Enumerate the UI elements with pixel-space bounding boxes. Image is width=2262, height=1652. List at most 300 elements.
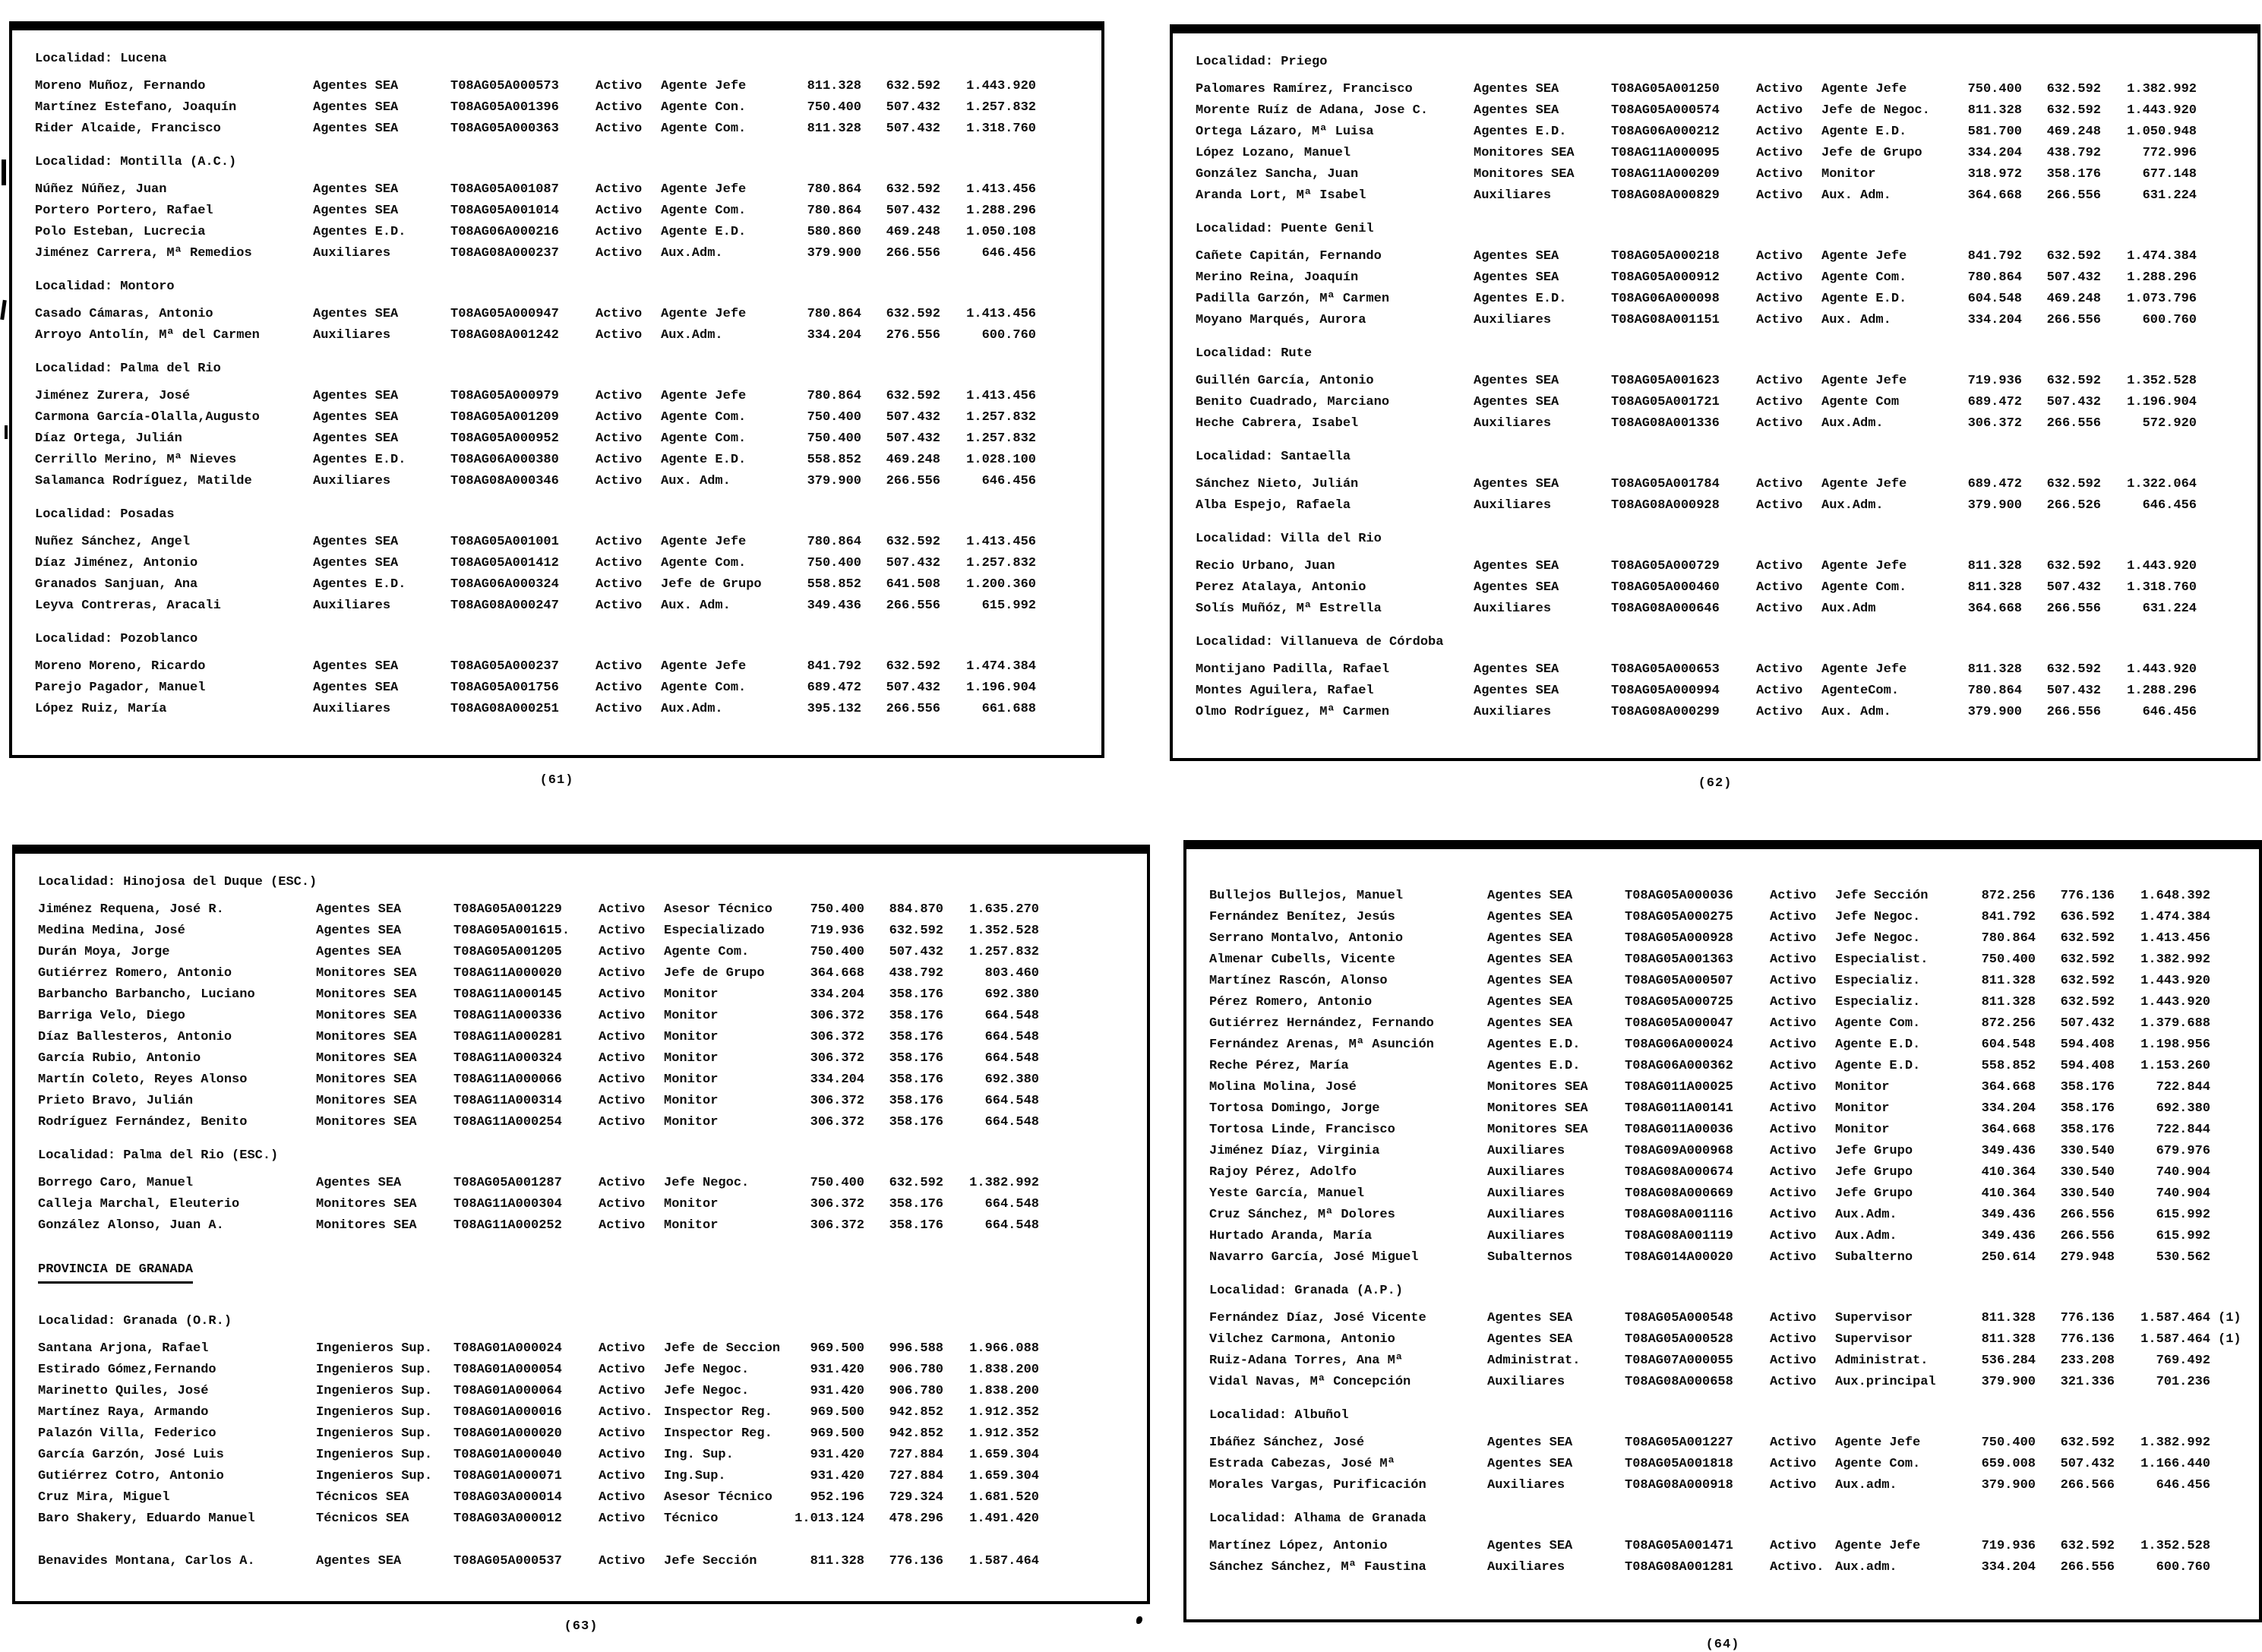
- complement-cell: 507.432: [889, 945, 943, 959]
- total-cell: 1.257.832: [966, 410, 1036, 425]
- status-cell: Activo: [1770, 1311, 1817, 1325]
- total-cell: 1.474.384: [966, 659, 1036, 674]
- total-cell: 1.382.992: [2127, 82, 2197, 96]
- category-cell: Auxiliares: [1474, 705, 1552, 719]
- complement-cell: 358.176: [889, 1094, 943, 1108]
- status-cell: Activo: [1756, 270, 1803, 285]
- status-cell: Activo: [1770, 889, 1817, 903]
- employee-name: Solís Muñóz, Mª Estrella: [1196, 602, 1382, 616]
- category-cell: Subalternos: [1487, 1250, 1573, 1265]
- locality-section: [1196, 529, 2251, 620]
- category-cell: Técnicos SEA: [316, 1511, 409, 1526]
- category-cell: Agentes SEA: [316, 1554, 402, 1568]
- employee-row: [35, 450, 1095, 471]
- employee-row: [1196, 495, 2251, 516]
- footnote-cell: [2201, 681, 2229, 702]
- total-cell: 1.443.920: [2127, 662, 2197, 677]
- total-cell: 1.257.832: [966, 556, 1036, 570]
- locality-section: [1196, 447, 2251, 516]
- category-cell: Auxiliares: [313, 328, 391, 343]
- employee-name: Jiménez Requena, José R.: [38, 902, 224, 917]
- registry-code-cell: T08AG05A000947: [450, 307, 559, 321]
- category-cell: Ingenieros Sup.: [316, 1363, 433, 1377]
- post-cell: Agente Com.: [661, 431, 747, 446]
- employee-row: [35, 97, 1095, 118]
- salary-cell: 841.792: [1981, 910, 2036, 924]
- salary-cell: 689.472: [1967, 477, 2022, 491]
- employee-row: [35, 201, 1095, 222]
- post-cell: Jefe de Grupo: [1821, 146, 1922, 160]
- employee-row: [1209, 1056, 2253, 1077]
- total-cell: 1.912.352: [969, 1405, 1039, 1420]
- complement-cell: 507.432: [886, 100, 940, 115]
- status-cell: Activo: [1770, 1186, 1817, 1201]
- registry-code-cell: T08AG05A000237: [450, 659, 559, 674]
- employee-name: Barriga Velo, Diego: [38, 1009, 185, 1023]
- complement-cell: 776.136: [889, 1554, 943, 1568]
- post-cell: Agente E.D.: [1821, 292, 1907, 306]
- post-cell: Monitor: [664, 987, 719, 1002]
- status-cell: Activo: [1770, 1038, 1817, 1052]
- total-cell: 1.196.904: [966, 681, 1036, 695]
- status-cell: Activo: [599, 987, 646, 1002]
- footnote-cell: [2215, 949, 2242, 971]
- salary-cell: 536.284: [1981, 1354, 2036, 1368]
- registry-code-cell: T08AG08A000251: [450, 702, 559, 716]
- employee-name: Hurtado Aranda, María: [1209, 1229, 1373, 1243]
- salary-cell: 750.400: [807, 410, 861, 425]
- employee-name: González Sancha, Juan: [1196, 167, 1359, 182]
- post-cell: Administrat.: [1835, 1354, 1929, 1368]
- employee-row: [1209, 1034, 2253, 1056]
- employee-row: [35, 407, 1095, 428]
- total-cell: 1.196.904: [2127, 395, 2197, 409]
- employee-name: Salamanca Rodríguez, Matilde: [35, 474, 252, 488]
- employee-name: García Rubio, Antonio: [38, 1051, 201, 1066]
- employee-name: Borrego Caro, Manuel: [38, 1176, 194, 1190]
- locality-section: [38, 872, 1141, 1133]
- employee-name: Medina Medina, José: [38, 924, 185, 938]
- registry-code-cell: T08AG05A000548: [1625, 1311, 1733, 1325]
- salary-cell: 580.860: [807, 225, 861, 239]
- locality-header: Localidad: Posadas: [35, 507, 175, 522]
- category-cell: Agentes SEA: [1487, 1311, 1573, 1325]
- total-cell: 664.548: [984, 1030, 1039, 1044]
- employee-name: Moyano Marqués, Aurora: [1196, 313, 1366, 327]
- employee-row: [1209, 1372, 2253, 1393]
- complement-cell: 507.432: [886, 204, 940, 218]
- employee-row: [38, 1173, 1141, 1194]
- status-cell: Activo: [596, 79, 643, 93]
- category-cell: Agentes E.D.: [313, 225, 406, 239]
- salary-cell: 410.364: [1981, 1165, 2036, 1180]
- post-cell: Agente Com.: [1821, 580, 1907, 595]
- total-cell: 1.443.920: [2127, 559, 2197, 573]
- complement-cell: 632.592: [2046, 477, 2101, 491]
- category-cell: Agentes SEA: [1487, 1016, 1573, 1031]
- salary-cell: 334.204: [1967, 146, 2022, 160]
- total-cell: 600.760: [2142, 313, 2197, 327]
- total-cell: 1.288.296: [2127, 270, 2197, 285]
- employee-name: Polo Esteban, Lucrecia: [35, 225, 206, 239]
- footnote-cell: [2215, 1536, 2242, 1557]
- employee-name: Parejo Pagador, Manuel: [35, 681, 206, 695]
- salary-cell: 780.864: [807, 204, 861, 218]
- footnote-cell: [1044, 1048, 1071, 1069]
- registry-code-cell: T08AG08A000237: [450, 246, 559, 261]
- status-cell: Activo: [1770, 1080, 1817, 1094]
- complement-cell: 507.432: [886, 431, 940, 446]
- locality-header: Localidad: Granada (A.P.): [1209, 1284, 1404, 1298]
- status-cell: Activo: [596, 681, 643, 695]
- employee-name: Ibáñez Sánchez, José: [1209, 1436, 1365, 1450]
- complement-cell: 632.592: [2046, 374, 2101, 388]
- total-cell: 722.844: [2156, 1123, 2210, 1137]
- post-cell: Agente Com.: [661, 204, 747, 218]
- category-cell: Agentes SEA: [313, 122, 399, 136]
- salary-cell: 952.196: [810, 1490, 864, 1505]
- total-cell: 1.635.270: [969, 902, 1039, 917]
- salary-cell: 318.972: [1967, 167, 2022, 182]
- footnote-cell: [1044, 1027, 1071, 1048]
- complement-cell: 507.432: [886, 122, 940, 136]
- employee-name: Jiménez Zurera, José: [35, 389, 191, 403]
- post-cell: Monitor: [664, 1051, 719, 1066]
- total-cell: 1.198.956: [2140, 1038, 2210, 1052]
- total-cell: 1.648.392: [2140, 889, 2210, 903]
- post-cell: Monitor: [664, 1218, 719, 1233]
- employee-name: Rajoy Pérez, Adolfo: [1209, 1165, 1357, 1180]
- employee-row: [1196, 474, 2251, 495]
- total-cell: 572.920: [2142, 416, 2197, 431]
- category-cell: Agentes SEA: [313, 79, 399, 93]
- footnote-cell: [2215, 1475, 2242, 1496]
- employee-row: [1196, 310, 2251, 331]
- total-cell: 1.318.760: [2127, 580, 2197, 595]
- footnote-cell: [2201, 267, 2229, 289]
- locality-section: [35, 359, 1095, 492]
- status-cell: Activo: [596, 659, 643, 674]
- complement-cell: 330.540: [2060, 1165, 2115, 1180]
- employee-name: Barbancho Barbancho, Luciano: [38, 987, 255, 1002]
- registry-code-cell: T08AG011A00025: [1625, 1080, 1733, 1094]
- total-cell: 1.413.456: [966, 535, 1036, 549]
- page-number: (61): [539, 773, 574, 788]
- status-cell: Activo: [1756, 313, 1803, 327]
- total-cell: 1.382.992: [2140, 952, 2210, 967]
- complement-cell: 632.592: [2046, 249, 2101, 264]
- complement-cell: 266.556: [2060, 1208, 2115, 1222]
- footnote-cell: [2201, 577, 2229, 599]
- registry-code-cell: T08AG07A000055: [1625, 1354, 1733, 1368]
- salary-cell: 750.400: [810, 902, 864, 917]
- salary-cell: 379.900: [1967, 705, 2022, 719]
- footnote-cell: [1041, 450, 1068, 471]
- registry-code-cell: T08AG01A000024: [453, 1341, 562, 1356]
- total-cell: 646.456: [2142, 705, 2197, 719]
- status-cell: Activo: [596, 431, 643, 446]
- registry-code-cell: T08AG11A000020: [453, 966, 562, 981]
- post-cell: Agente Com.: [661, 122, 747, 136]
- employee-name: Martínez Rascón, Alonso: [1209, 974, 1388, 988]
- footnote-cell: [1044, 1215, 1071, 1237]
- post-cell: Supervisor: [1835, 1311, 1913, 1325]
- registry-code-cell: T08AG05A000912: [1611, 270, 1720, 285]
- employee-name: Martínez Estefano, Joaquín: [35, 100, 237, 115]
- employee-row: [38, 1048, 1141, 1069]
- salary-cell: 811.328: [1981, 1311, 2036, 1325]
- status-cell: Activo: [596, 556, 643, 570]
- status-cell: Activo: [1770, 1436, 1817, 1450]
- total-cell: 740.904: [2156, 1186, 2210, 1201]
- category-cell: Auxiliares: [1487, 1144, 1565, 1158]
- footnote-cell: [1044, 1069, 1071, 1091]
- complement-cell: 358.176: [889, 1115, 943, 1129]
- post-cell: Aux.Adm.: [1835, 1208, 1897, 1222]
- scan-artifact: [0, 300, 7, 320]
- status-cell: Activo: [1756, 146, 1803, 160]
- total-cell: 1.153.260: [2140, 1059, 2210, 1073]
- complement-cell: 632.592: [886, 389, 940, 403]
- total-cell: 692.380: [984, 987, 1039, 1002]
- employee-row: [35, 595, 1095, 617]
- footnote-cell: [1041, 407, 1068, 428]
- employee-name: Moreno Moreno, Ricardo: [35, 659, 206, 674]
- salary-cell: 750.400: [807, 556, 861, 570]
- footnote-cell: [2215, 928, 2242, 949]
- page-64-table: [1183, 840, 2262, 1622]
- employee-name: Rodríguez Fernández, Benito: [38, 1115, 248, 1129]
- employee-name: Gutiérrez Romero, Antonio: [38, 966, 232, 981]
- salary-cell: 659.008: [1981, 1457, 2036, 1471]
- complement-cell: 321.336: [2060, 1375, 2115, 1389]
- employee-name: Heche Cabrera, Isabel: [1196, 416, 1359, 431]
- complement-cell: 632.592: [2060, 974, 2115, 988]
- status-cell: Activo: [1756, 167, 1803, 182]
- employee-name: Granados Sanjuan, Ana: [35, 577, 198, 592]
- employee-name: Estrada Cabezas, José Mª: [1209, 1457, 1395, 1471]
- salary-cell: 364.668: [1967, 602, 2022, 616]
- category-cell: Auxiliares: [313, 702, 391, 716]
- post-cell: Jefe Sección: [664, 1554, 757, 1568]
- salary-cell: 811.328: [810, 1554, 864, 1568]
- total-cell: 1.587.464: [2140, 1332, 2210, 1347]
- status-cell: Activo: [1756, 292, 1803, 306]
- employee-name: López Ruiz, María: [35, 702, 167, 716]
- status-cell: Activo: [1770, 1457, 1817, 1471]
- footnote-cell: [2215, 1056, 2242, 1077]
- post-cell: Aux.adm.: [1835, 1478, 1897, 1492]
- footnote-cell: [2215, 1432, 2242, 1454]
- employee-name: Bullejos Bullejos, Manuel: [1209, 889, 1404, 903]
- footnote-cell: [1044, 1112, 1071, 1133]
- registry-code-cell: T08AG03A000014: [453, 1490, 562, 1505]
- footnote-cell: [2201, 413, 2229, 434]
- complement-cell: 507.432: [886, 681, 940, 695]
- category-cell: Agentes SEA: [1487, 889, 1573, 903]
- employee-name: Benavides Montana, Carlos A.: [38, 1554, 255, 1568]
- salary-cell: 334.204: [807, 328, 861, 343]
- salary-cell: 306.372: [810, 1115, 864, 1129]
- total-cell: 664.548: [984, 1218, 1039, 1233]
- employee-row: [38, 1338, 1141, 1360]
- category-cell: Agentes SEA: [1474, 559, 1559, 573]
- post-cell: Agente Jefe: [1821, 249, 1907, 264]
- footnote-cell: [1044, 1338, 1071, 1360]
- complement-cell: 266.556: [2046, 705, 2101, 719]
- category-cell: Agentes SEA: [1487, 1539, 1573, 1553]
- category-cell: Auxiliares: [313, 246, 391, 261]
- employee-name: Montes Aguilera, Rafael: [1196, 684, 1374, 698]
- employee-name: Rider Alcaide, Francisco: [35, 122, 221, 136]
- registry-code-cell: T08AG05A001227: [1625, 1436, 1733, 1450]
- employee-row: [35, 553, 1095, 574]
- registry-code-cell: T08AG11A000095: [1611, 146, 1720, 160]
- total-cell: 530.562: [2156, 1250, 2210, 1265]
- category-cell: Auxiliares: [1487, 1375, 1565, 1389]
- registry-code-cell: T08AG08A000928: [1611, 498, 1720, 513]
- locality-section: [1196, 343, 2251, 434]
- locality-header: Localidad: Priego: [1196, 55, 1328, 69]
- salary-cell: 379.900: [807, 246, 861, 261]
- complement-cell: 996.588: [889, 1341, 943, 1356]
- footnote-cell: [2215, 1350, 2242, 1372]
- locality-section: [35, 276, 1095, 346]
- category-cell: Agentes SEA: [1474, 580, 1559, 595]
- locality-header: Localidad: Rute: [1196, 346, 1313, 361]
- footnote-cell: [1044, 1445, 1071, 1466]
- category-cell: Agentes SEA: [313, 204, 399, 218]
- employee-row: [1209, 1205, 2253, 1226]
- status-cell: Activo: [1756, 684, 1803, 698]
- complement-cell: 776.136: [2060, 1332, 2115, 1347]
- employee-row: [35, 222, 1095, 243]
- status-cell: Activo: [599, 1384, 646, 1398]
- registry-code-cell: T08AG011A00141: [1625, 1101, 1733, 1116]
- status-cell: Activo: [599, 1469, 646, 1483]
- total-cell: 1.443.920: [2140, 995, 2210, 1009]
- registry-code-cell: T08AG05A000507: [1625, 974, 1733, 988]
- locality-header: Localidad: Puente Genil: [1196, 222, 1374, 236]
- total-cell: 631.224: [2142, 602, 2197, 616]
- employee-name: Cruz Mira, Miguel: [38, 1490, 170, 1505]
- total-cell: 600.760: [2156, 1560, 2210, 1575]
- status-cell: Activo: [596, 204, 643, 218]
- status-cell: Activo: [1756, 103, 1803, 118]
- category-cell: Monitores SEA: [316, 1115, 417, 1129]
- salary-cell: 581.700: [1967, 125, 2022, 139]
- post-cell: Agente Jefe: [1835, 1436, 1921, 1450]
- province-header: PROVINCIA DE GRANADA: [38, 1259, 193, 1284]
- complement-cell: 632.592: [889, 924, 943, 938]
- complement-cell: 358.176: [889, 1072, 943, 1087]
- total-cell: 631.224: [2142, 188, 2197, 203]
- registry-code-cell: T08AG05A000574: [1611, 103, 1720, 118]
- employee-row: [1209, 928, 2253, 949]
- footnote-cell: [1041, 201, 1068, 222]
- category-cell: Ingenieros Sup.: [316, 1405, 433, 1420]
- status-cell: Activo: [1756, 662, 1803, 677]
- footnote-cell: [2201, 599, 2229, 620]
- complement-cell: 276.556: [886, 328, 940, 343]
- status-cell: Activo: [1770, 1208, 1817, 1222]
- employee-name: González Alonso, Juan A.: [38, 1218, 224, 1233]
- complement-cell: 266.556: [2046, 313, 2101, 327]
- complement-cell: 266.556: [2046, 416, 2101, 431]
- post-cell: Aux. Adm.: [1821, 313, 1891, 327]
- total-cell: 1.050.948: [2127, 125, 2197, 139]
- complement-cell: 266.556: [2046, 188, 2101, 203]
- complement-cell: 776.136: [2060, 889, 2115, 903]
- employee-row: [35, 656, 1095, 678]
- employee-name: Molina Molina, José: [1209, 1080, 1357, 1094]
- status-cell: Activo: [1770, 1354, 1817, 1368]
- total-cell: 1.382.992: [969, 1176, 1039, 1190]
- total-cell: 1.352.528: [2140, 1539, 2210, 1553]
- footnote-cell: [1041, 656, 1068, 678]
- registry-code-cell: T08AG05A000047: [1625, 1016, 1733, 1031]
- complement-cell: 279.948: [2060, 1250, 2115, 1265]
- registry-code-cell: T08AG06A000380: [450, 453, 559, 467]
- employee-row: [38, 899, 1141, 921]
- salary-cell: 969.500: [810, 1426, 864, 1441]
- locality-header: Localidad: Alhama de Granada: [1209, 1511, 1426, 1526]
- status-cell: Activo: [1770, 1123, 1817, 1137]
- locality-header: Localidad: Lucena: [35, 52, 167, 66]
- post-cell: Agente E.D.: [1835, 1059, 1921, 1073]
- total-cell: 1.838.200: [969, 1384, 1039, 1398]
- employee-name: Reche Pérez, María: [1209, 1059, 1349, 1073]
- salary-cell: 872.256: [1981, 889, 2036, 903]
- salary-cell: 604.548: [1967, 292, 2022, 306]
- category-cell: Agentes SEA: [1474, 684, 1559, 698]
- registry-code-cell: T08AG05A001287: [453, 1176, 562, 1190]
- category-cell: Agentes SEA: [316, 1176, 402, 1190]
- employee-name: Portero Portero, Rafael: [35, 204, 213, 218]
- registry-code-cell: T08AG05A000275: [1625, 910, 1733, 924]
- employee-name: Fernández Benítez, Jesús: [1209, 910, 1395, 924]
- total-cell: 1.443.920: [2140, 974, 2210, 988]
- registry-code-cell: T08AG05A001014: [450, 204, 559, 218]
- post-cell: Agente E.D.: [1821, 125, 1907, 139]
- post-cell: Subalterno: [1835, 1250, 1913, 1265]
- status-cell: Activo: [1770, 1165, 1817, 1180]
- locality-header: Localidad: Palma del Rio: [35, 362, 221, 376]
- complement-cell: 469.248: [2046, 292, 2101, 306]
- locality-header: Localidad: Villanueva de Córdoba: [1196, 635, 1444, 649]
- employee-name: Montijano Padilla, Rafael: [1196, 662, 1390, 677]
- page-64: [1183, 840, 2262, 1652]
- employee-row: [1196, 392, 2251, 413]
- post-cell: Monitor: [664, 1072, 719, 1087]
- employee-row: [1196, 659, 2251, 681]
- complement-cell: 906.780: [889, 1363, 943, 1377]
- category-cell: Agentes E.D.: [1487, 1059, 1581, 1073]
- post-cell: Jefe Negoc.: [664, 1176, 750, 1190]
- complement-cell: 358.176: [889, 1009, 943, 1023]
- category-cell: Auxiliares: [1487, 1229, 1565, 1243]
- salary-cell: 750.400: [810, 1176, 864, 1190]
- salary-cell: 750.400: [807, 431, 861, 446]
- salary-cell: 689.472: [1967, 395, 2022, 409]
- complement-cell: 478.296: [889, 1511, 943, 1526]
- employee-row: [38, 1445, 1141, 1466]
- complement-cell: 776.136: [2060, 1311, 2115, 1325]
- registry-code-cell: T08AG05A001615.: [453, 924, 570, 938]
- employee-name: Moreno Muñoz, Fernando: [35, 79, 206, 93]
- salary-cell: 395.132: [807, 702, 861, 716]
- complement-cell: 632.592: [2060, 1539, 2115, 1553]
